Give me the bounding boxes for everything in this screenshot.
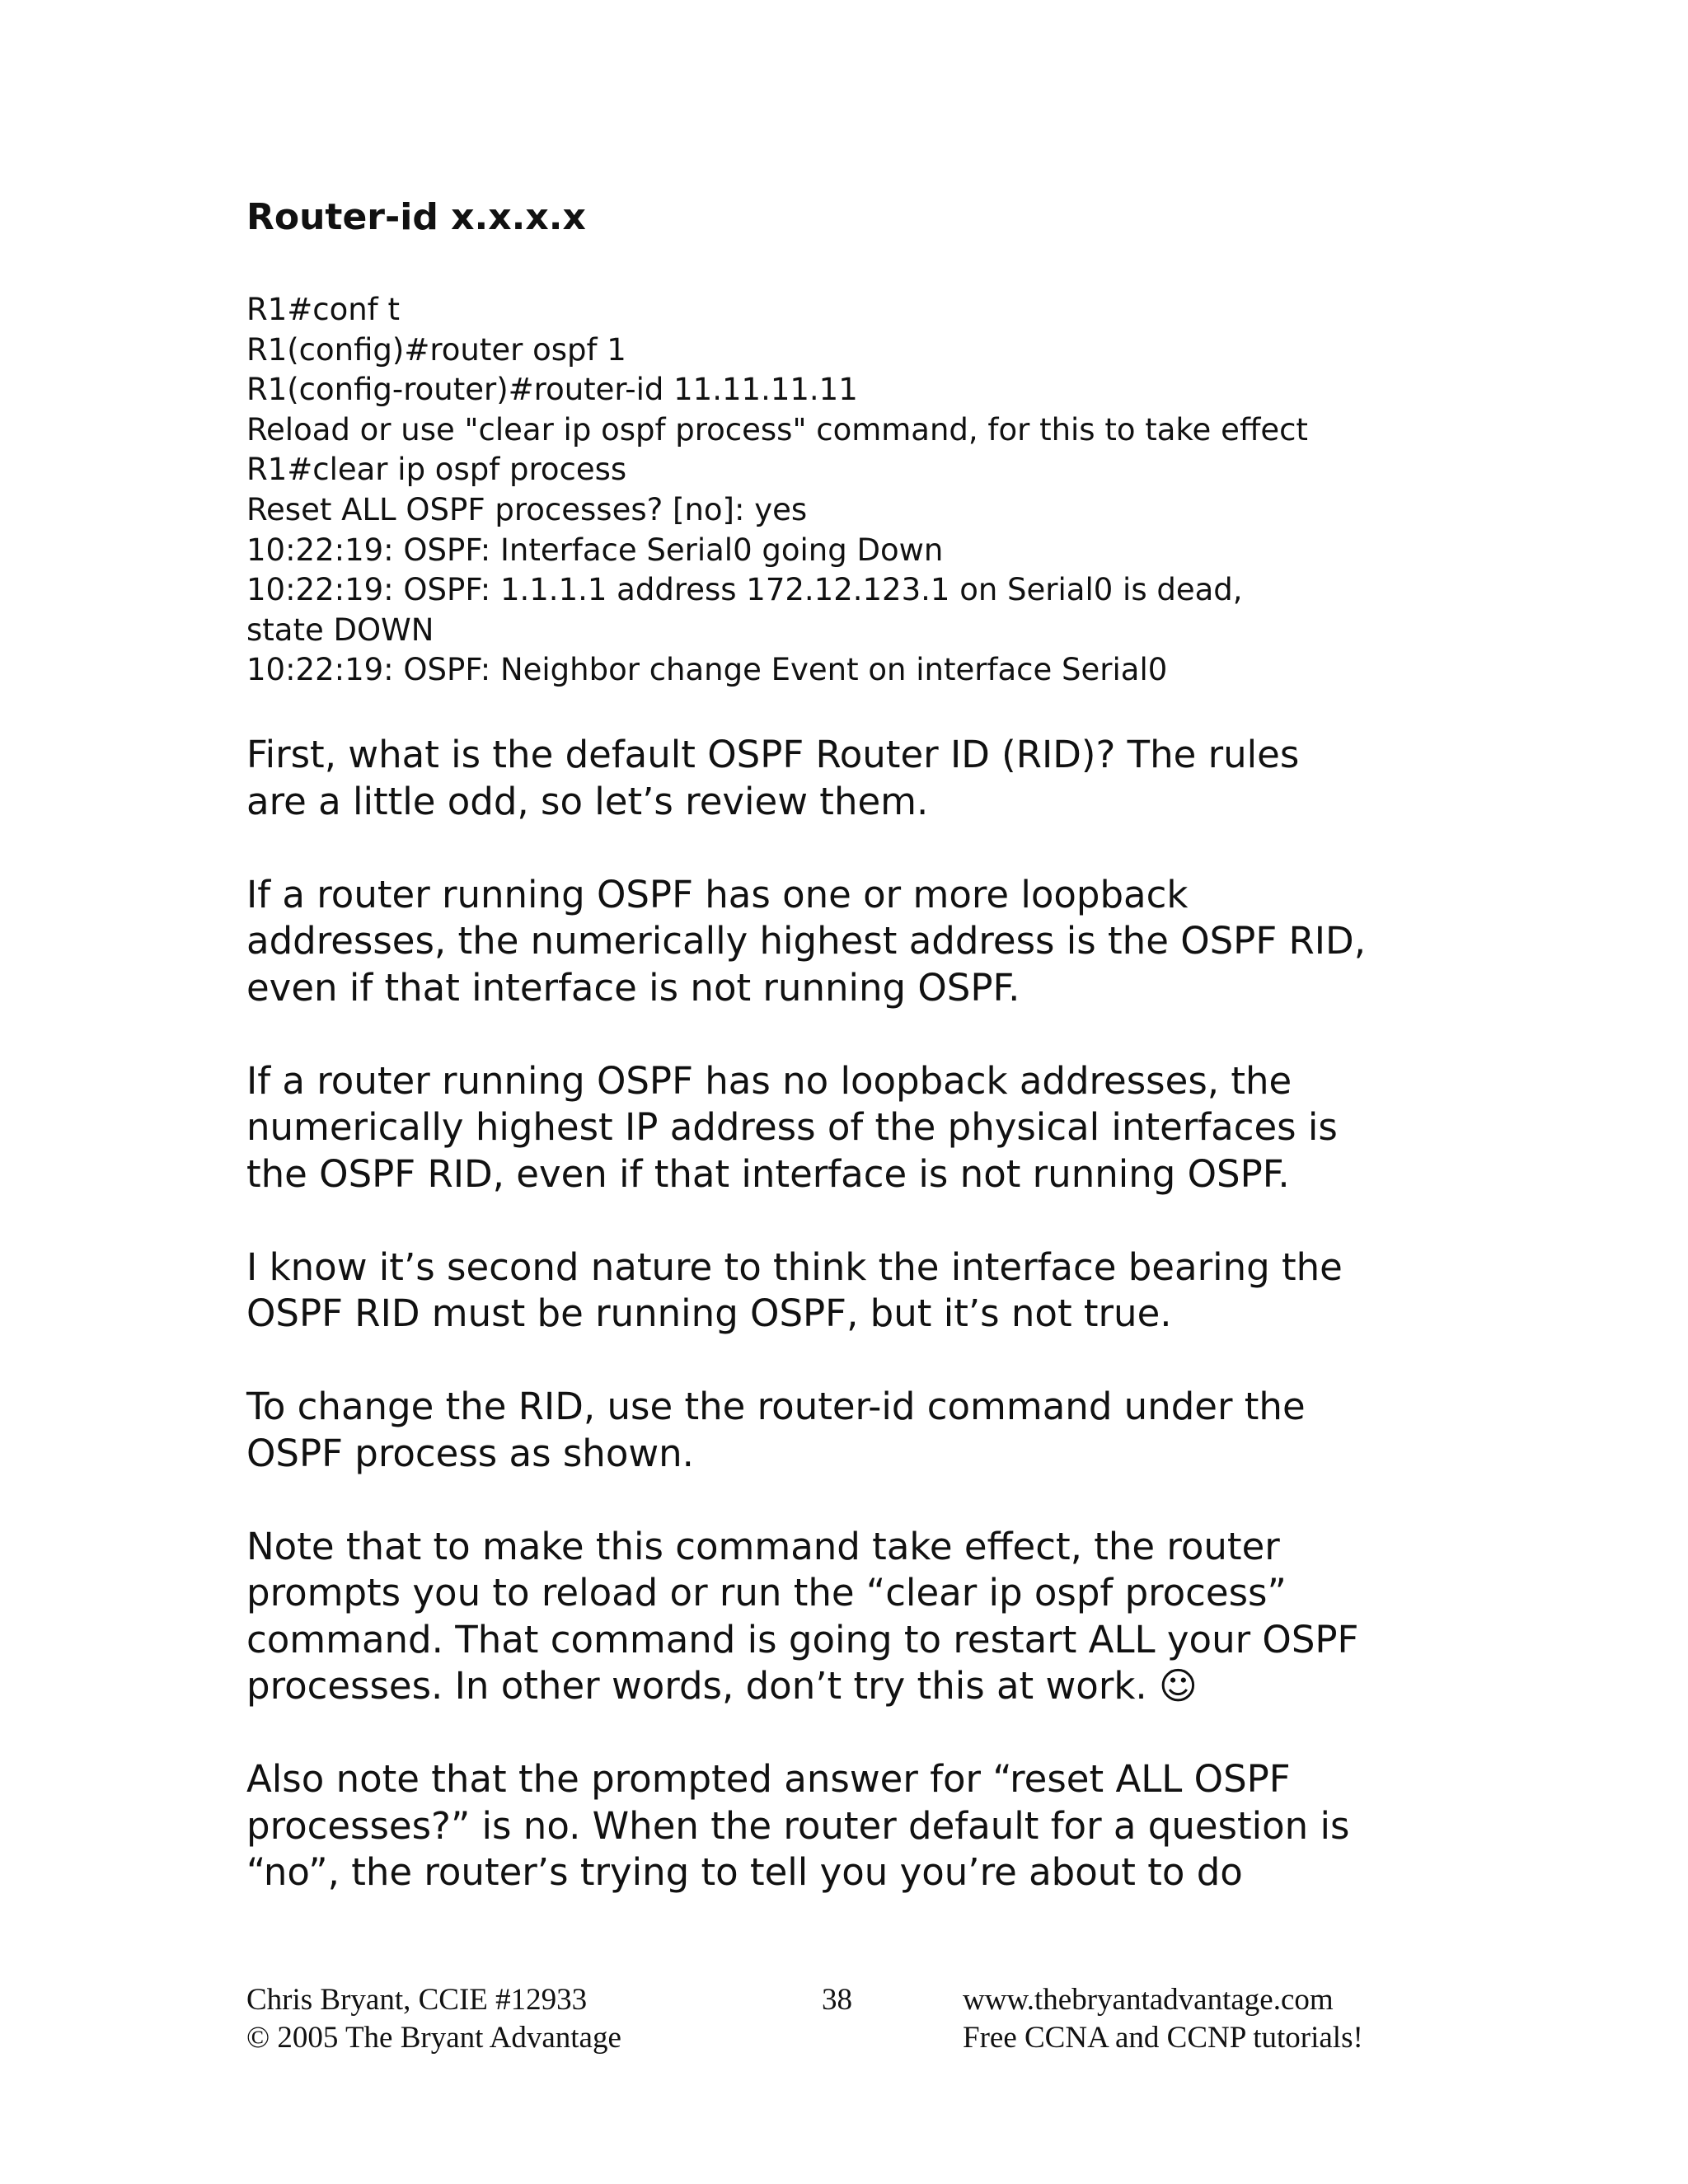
footer-website (963, 1981, 1363, 2057)
paragraph-line: First, what is the default OSPF Router ID (RID)? The rules (246, 733, 1300, 776)
body-text (246, 732, 1466, 1943)
paragraph (246, 1058, 1466, 1198)
footer-tagline-line: Free CCNA and CCNP tutorials! (963, 2021, 1363, 2055)
paragraph-line: OSPF process as shown. (246, 1431, 694, 1475)
paragraph-line: processes?” is no. When the router default for a question is (246, 1803, 1350, 1848)
paragraph-line: processes. In other words, don’t try this at work. ☺ (246, 1664, 1198, 1708)
code-line: R1#clear ip ospf process (246, 452, 627, 488)
paragraph-line: Also note that the prompted answer for “reset ALL OSPF (246, 1757, 1291, 1801)
code-line: R1(config)#router ospf 1 (246, 331, 626, 368)
paragraph-line: command. That command is going to restart ALL your OSPF (246, 1617, 1359, 1661)
footer-author (246, 1981, 621, 2057)
paragraph-line: numerically highest IP address of the physical interfaces is (246, 1105, 1338, 1149)
footer-url-line: www.thebryantadvantage.com (963, 1983, 1334, 2017)
paragraph-line: are a little odd, so let’s review them. (246, 779, 929, 823)
paragraph (246, 1244, 1466, 1338)
paragraph-line: addresses, the numerically highest address is the OSPF RID, (246, 919, 1366, 963)
paragraph (246, 872, 1466, 1012)
paragraph-line: If a router running OSPF has no loopback addresses, the (246, 1058, 1292, 1103)
page-number: 38 (822, 1983, 852, 2017)
paragraph-line: prompts you to reload or run the “clear ip ospf process” (246, 1571, 1287, 1615)
code-line: 10:22:19: OSPF: Interface Serial0 going Down (246, 532, 944, 568)
code-line: Reload or use "clear ip ospf process" command, for this to take effect (246, 411, 1308, 448)
code-line: R1(config-router)#router-id 11.11.11.11 (246, 372, 858, 408)
paragraph (246, 1524, 1466, 1710)
paragraph (246, 732, 1466, 825)
paragraph (246, 1384, 1466, 1477)
section-heading: Router-id x.x.x.x (246, 196, 586, 238)
code-line: 10:22:19: OSPF: 1.1.1.1 address 172.12.123.1 on Serial0 is dead, (246, 572, 1243, 608)
paragraph-line: To change the RID, use the router-id command under the (246, 1385, 1306, 1428)
paragraph-line: OSPF RID must be running OSPF, but it’s not true. (246, 1291, 1172, 1335)
paragraph (246, 1756, 1466, 1896)
paragraph-line: Note that to make this command take effect, the router (246, 1524, 1280, 1568)
paragraph-line: “no”, the router’s trying to tell you you’re about to do (246, 1850, 1243, 1894)
code-line: state DOWN (246, 612, 434, 648)
footer-author-line: Chris Bryant, CCIE #12933 (246, 1983, 588, 2017)
paragraph-line: the OSPF RID, even if that interface is not running OSPF. (246, 1151, 1290, 1196)
cli-output-block (246, 290, 1308, 691)
code-line: R1#conf t (246, 292, 400, 327)
paragraph-line: If a router running OSPF has one or more loopback (246, 872, 1189, 916)
code-line: 10:22:19: OSPF: Neighbor change Event on interface Serial0 (246, 652, 1168, 688)
code-line: Reset ALL OSPF processes? [no]: yes (246, 491, 808, 527)
paragraph-line: I know it’s second nature to think the interface bearing the (246, 1244, 1343, 1289)
footer-copyright-line: © 2005 The Bryant Advantage (246, 2021, 621, 2055)
paragraph-line: even if that interface is not running OSPF. (246, 965, 1020, 1010)
